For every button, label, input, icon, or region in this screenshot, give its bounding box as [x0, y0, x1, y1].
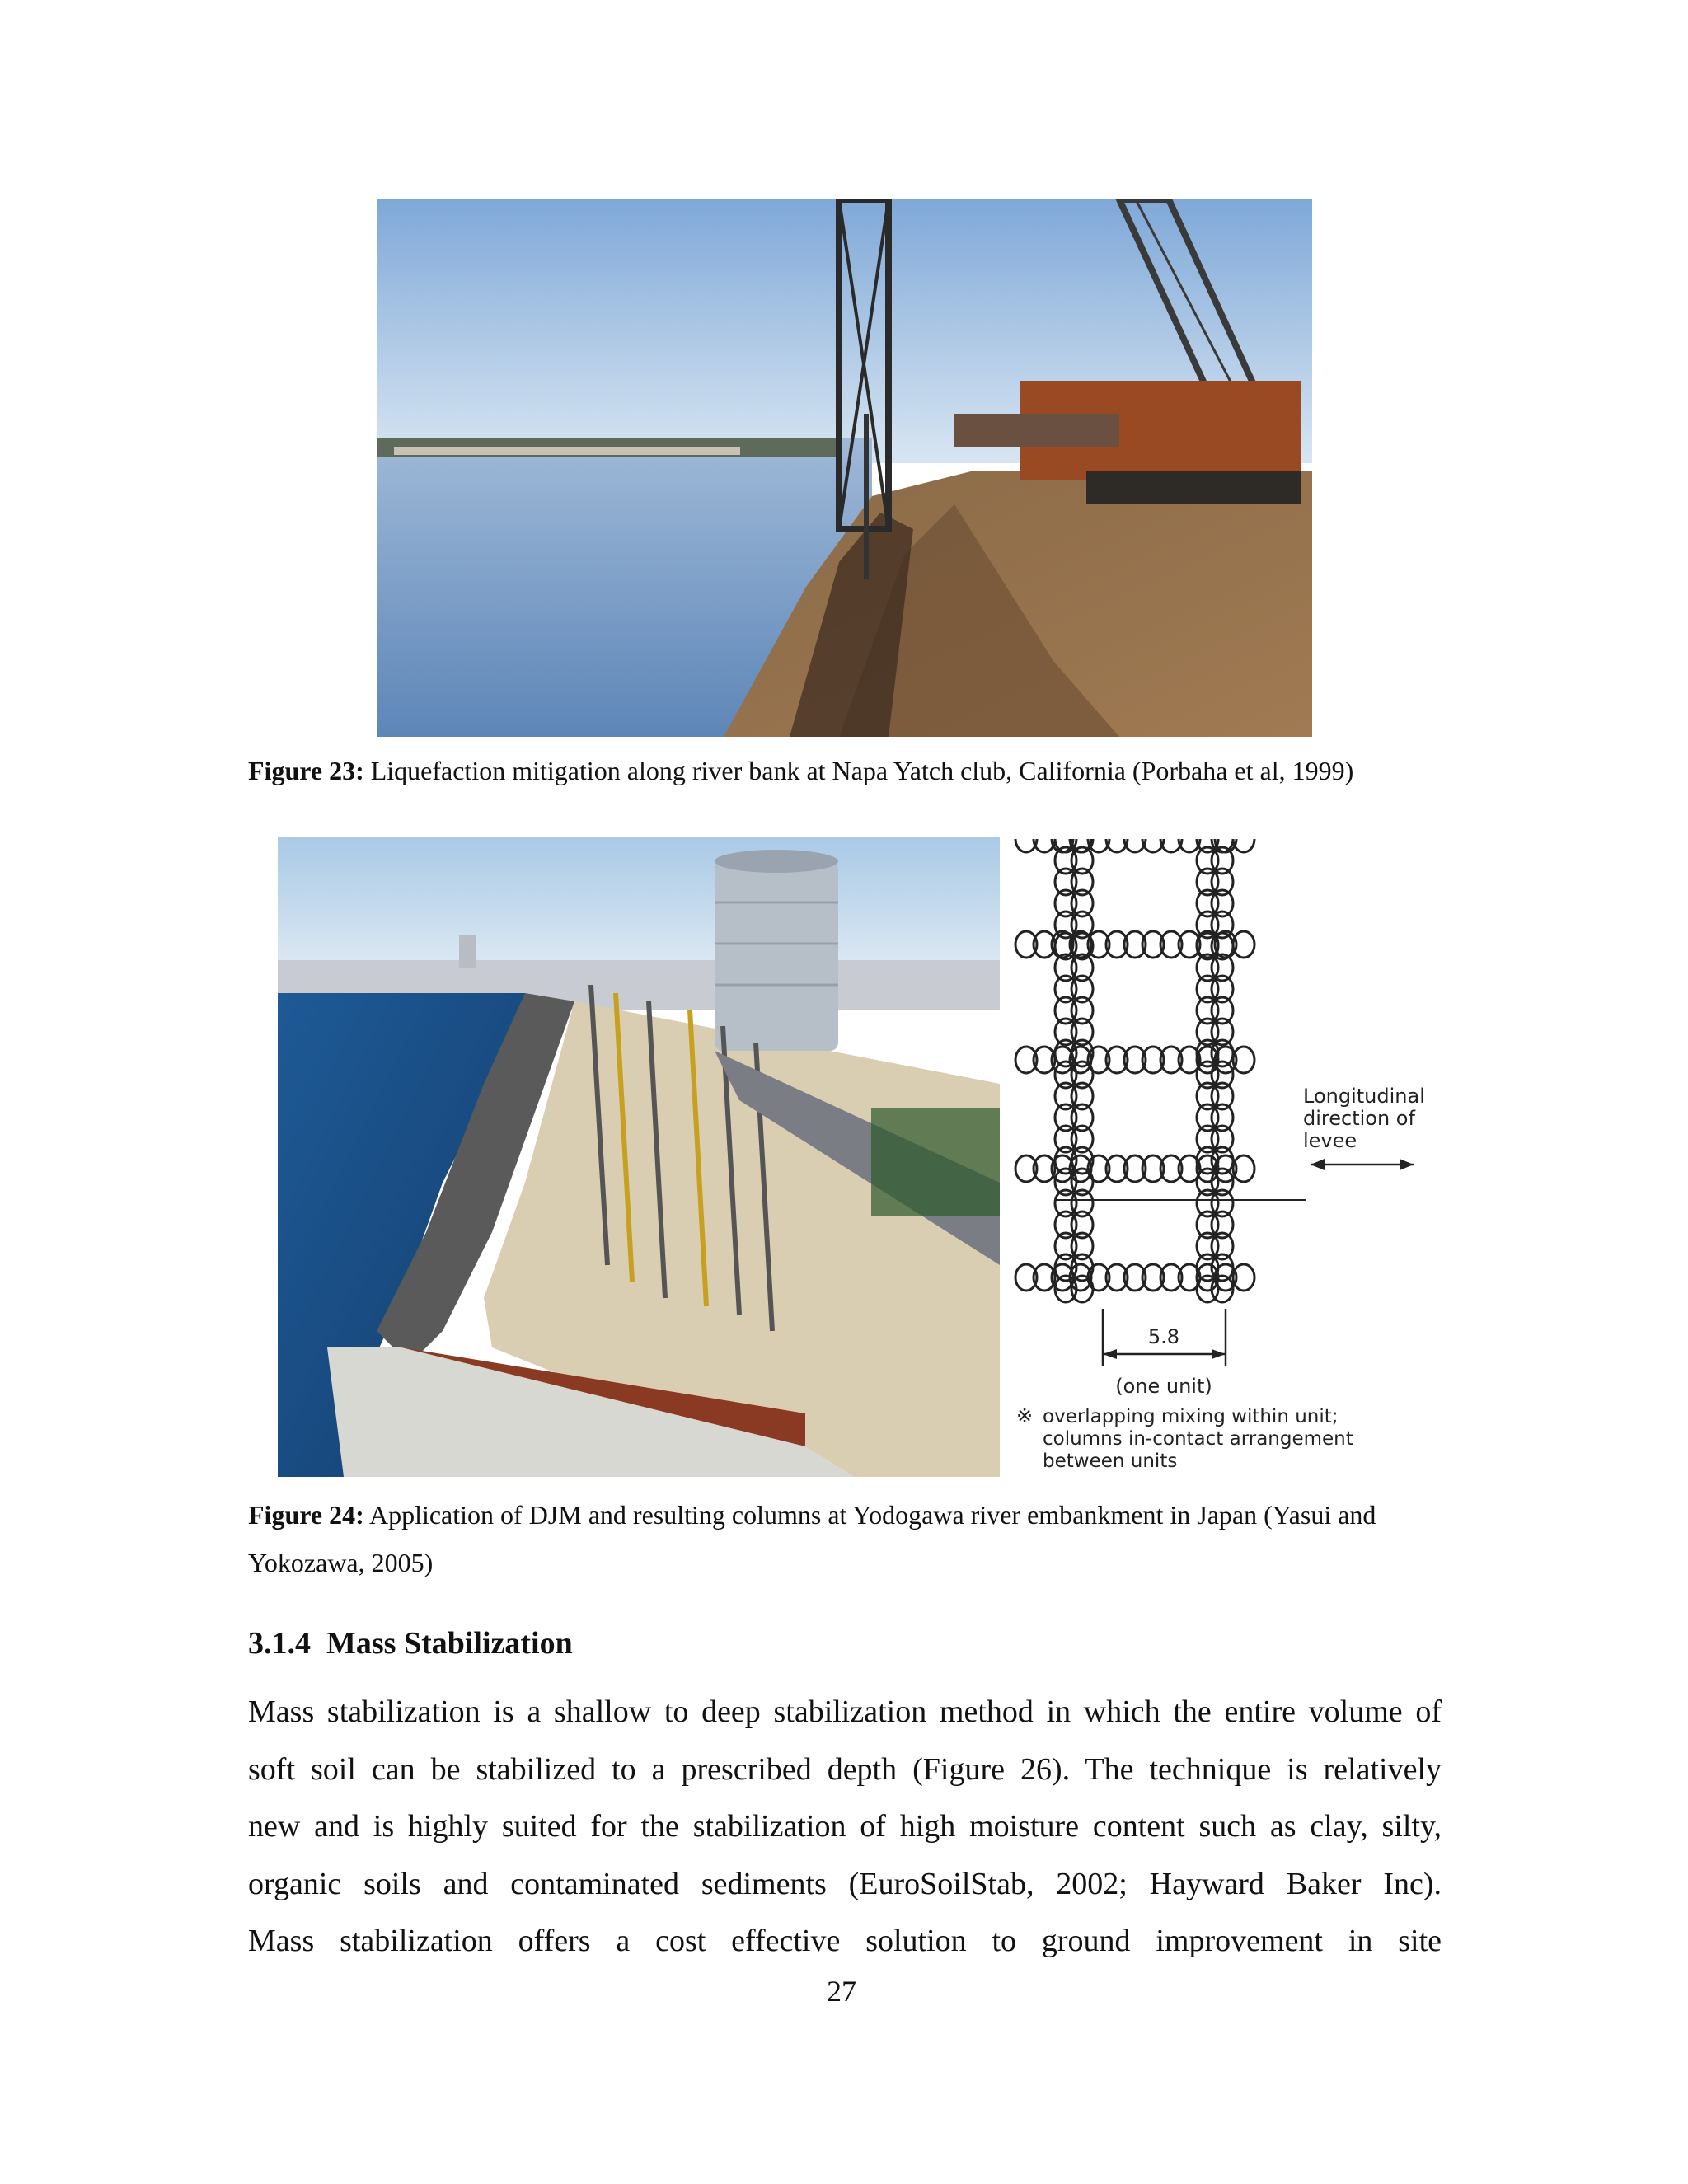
figure-23-photo — [377, 199, 1312, 737]
diagram-longitudinal-line3: levee — [1303, 1129, 1357, 1152]
section-number: 3.1.4 — [248, 1626, 311, 1661]
paragraph-line: Mass stabilization offers a cost effective solution to ground improvement in site — [248, 1924, 1442, 1958]
figure-24-photo — [278, 837, 1000, 1477]
figure-24-label: Figure 24: — [248, 1500, 364, 1530]
diagram-longitudinal-line2: direction of — [1303, 1107, 1415, 1130]
diagram-note-line3: between units — [1043, 1451, 1178, 1472]
figure-24-diagram — [1010, 839, 1438, 1482]
section-title: Mass Stabilization — [326, 1626, 573, 1661]
figure-23-caption — [248, 747, 1484, 794]
page-number: 27 — [827, 1975, 856, 2008]
figure-24-text-line2: Yokozawa, 2005) — [248, 1548, 434, 1577]
diagram-note-line2: columns in-contact arrangement — [1043, 1428, 1353, 1450]
diagram-note-mark: ※ — [1016, 1404, 1034, 1427]
diagram-dimension: 5.8 — [1147, 1325, 1180, 1348]
diagram-note-line1: overlapping mixing within unit; — [1043, 1406, 1339, 1427]
paragraph-line: soft soil can be stabilized to a prescribed depth (Figure 26). The technique is relatively — [248, 1751, 1442, 1787]
figure-24-text-line1: Application of DJM and resulting columns at Yodogawa river embankment in Japan (Yasui and — [363, 1500, 1376, 1530]
paragraph-line: Mass stabilization is a shallow to deep stabilization method in which the entire volume of — [248, 1694, 1442, 1729]
figure-23-text: Liquefaction mitigation along river bank at Napa Yatch club, California (Porbaha et al, 1999) — [363, 756, 1354, 785]
figure-23-label: Figure 23: — [248, 756, 364, 785]
paragraph-line: organic soils and contaminated sediments (EuroSoilStab, 2002; Hayward Baker Inc). — [248, 1866, 1442, 1901]
diagram-longitudinal-line1: Longitudinal — [1303, 1085, 1425, 1108]
diagram-unit-label: (one unit) — [1115, 1375, 1212, 1398]
body-paragraph — [248, 1684, 1442, 1971]
figure-24-caption — [248, 1491, 1442, 1586]
paragraph-line: new and is highly suited for the stabilization of high moisture content such as clay, silty, — [248, 1809, 1442, 1844]
section-heading — [248, 1625, 573, 1661]
